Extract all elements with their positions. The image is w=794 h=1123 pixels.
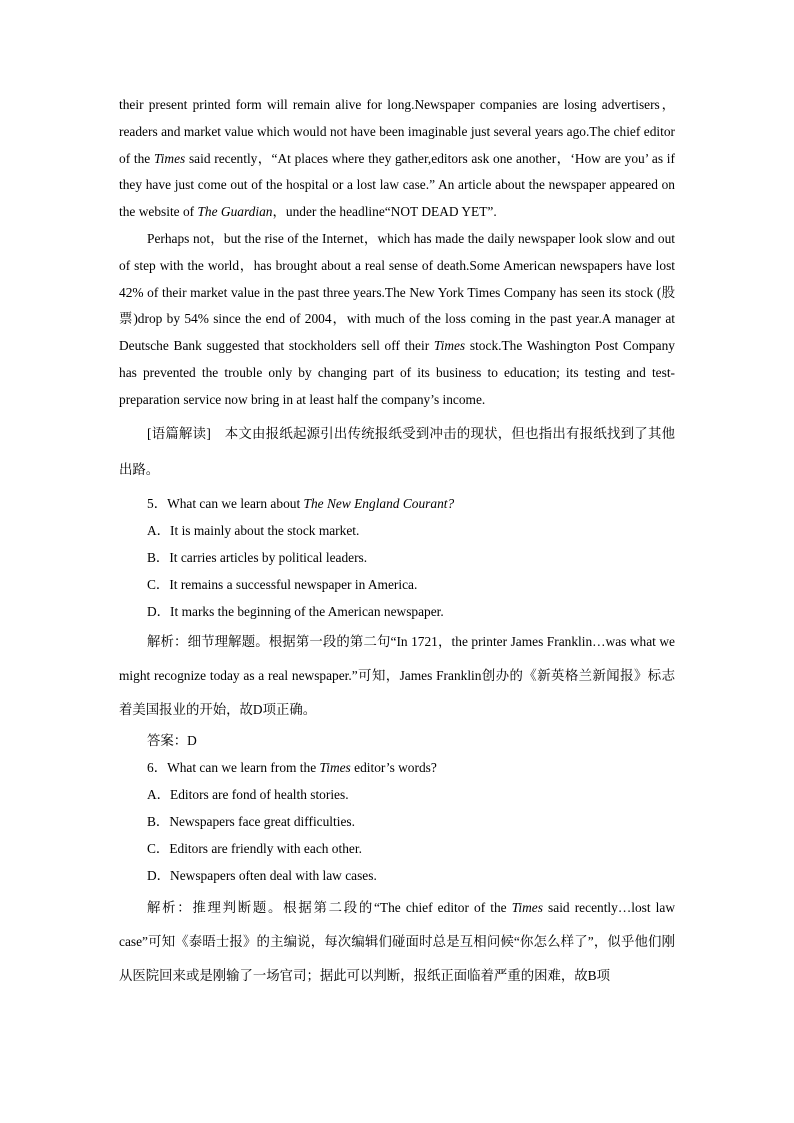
question-6-option-a: A．Editors are fond of health stories. <box>147 786 349 802</box>
passage-paragraph-1: their present printed form will remain alive for long.Newspaper companies are losing advertisers，readers and market value which would not have been imaginable just several years ago.The chief editor of the Times said recently，“At places where they gather,editors ask one another，‘How are you’ as if they have just come out of the hospital or a lost law case.” An article about the newspaper appeared on the website of The Guardian，under the headline“NOT DEAD YET”. <box>119 97 675 220</box>
question-5-option-b: B．It carries articles by political leaders. <box>147 549 368 565</box>
question-6-option-b: B．Newspapers face great difficulties. <box>147 813 355 829</box>
question-5-analysis: 解析：细节理解题。根据第一段的第二句“In 1721，the printer James Franklin…was what we might recognize today as a real newspaper.”可知，James Franklin创办的《新英格兰新闻报》标志着美国报业的开始，故D项正确。 <box>119 633 675 717</box>
question-5-option-d: D．It marks the beginning of the American newspaper. <box>147 603 444 619</box>
passage-paragraph-2: Perhaps not，but the rise of the Internet，which has made the daily newspaper look slow and out of step with the world，has brought about a real sense of death.Some American newspapers have lost 42% of their market value in the past three years.The New York Times Company has seen its stock (股票)drop by 54% since the end of 2004，with much of the loss coming in the past year.A manager at Deutsche Bank suggested that stockholders sell off their Times stock.The Washington Post Company has prevented the trouble only by changing part of its business to education; its testing and test-preparation service now bring in at least half the company’s income. <box>119 230 675 407</box>
summary-note: [语篇解读] 本文由报纸起源引出传统报纸受到冲击的现状，但也指出有报纸找到了其他出路。 <box>119 425 675 477</box>
question-5-option-a: A．It is mainly about the stock market. <box>147 522 360 538</box>
question-6-option-c: C．Editors are friendly with each other. <box>147 840 362 856</box>
question-5-stem: 5．What can we learn about The New England Courant? <box>147 495 455 511</box>
question-6-option-d: D．Newspapers often deal with law cases. <box>147 867 377 883</box>
question-5-option-c: C．It remains a successful newspaper in America. <box>147 576 418 592</box>
question-6-analysis: 解析：推理判断题。根据第二段的“The chief editor of the Times said recently…lost law case”可知《泰晤士报》的主编说，每次编辑们碰面时总是互相问候“你怎么样了”，似乎他们刚从医院回来或是刚输了一场官司；据此可以判断，报纸正面临着严重的困难，故B项 <box>119 899 675 983</box>
question-5-answer: 答案：D <box>147 732 197 748</box>
question-6-stem: 6．What can we learn from the Times editor’s words? <box>147 759 437 775</box>
document-page <box>119 92 675 993</box>
